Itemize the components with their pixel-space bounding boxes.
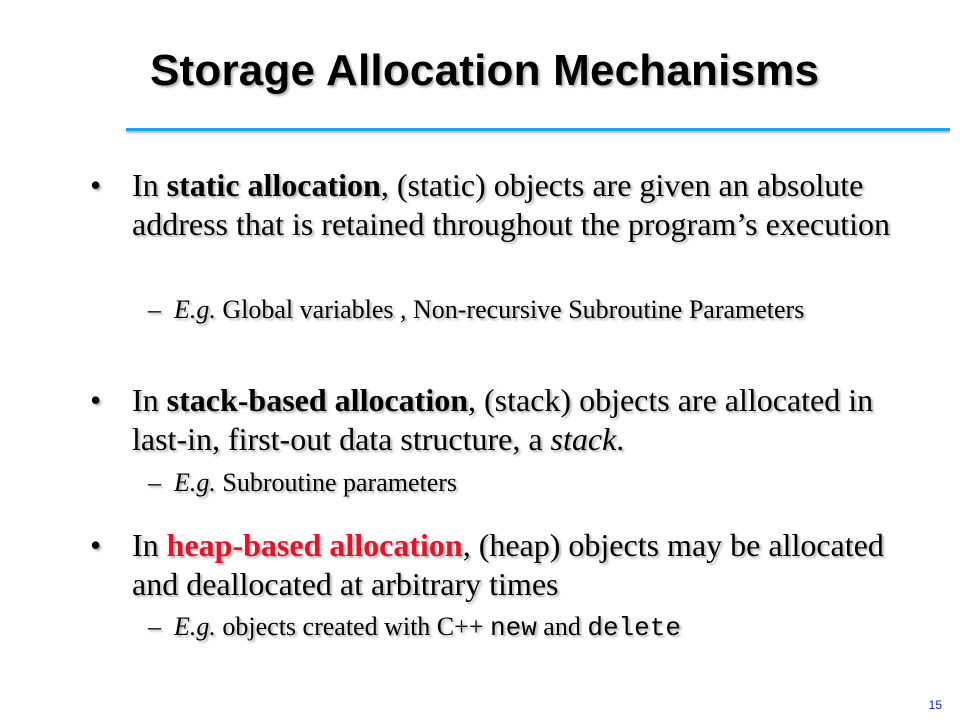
sub-dash: –	[148, 468, 161, 497]
sub-body: objects created with C++	[215, 612, 490, 641]
slide-title: Storage Allocation Mechanisms	[150, 46, 820, 95]
sub-dash: –	[148, 295, 161, 324]
sub-body: Subroutine parameters	[215, 468, 458, 497]
bullet-rest: , (stack) objects are allocated in last-in, first-out data structure, a	[132, 382, 874, 457]
title-underline	[126, 128, 950, 131]
page-number: 15	[928, 698, 942, 712]
sub-body: Global variables , Non-recursive Subroutine Parameters	[215, 295, 805, 324]
sub-text	[174, 296, 854, 324]
bullet-term-highlight: heap-based allocation	[166, 527, 463, 563]
bullet-dot: •	[90, 167, 102, 203]
bullet-rest-end: .	[616, 421, 625, 457]
bullet-text	[132, 381, 892, 459]
bullet-rest: , (heap) objects may be allocated and deallocated at arbitrary times	[132, 527, 884, 602]
bullet-dot: •	[90, 382, 102, 418]
bullet-prefix: In	[132, 167, 167, 203]
code-new: new	[489, 613, 537, 643]
bullet-text	[132, 166, 892, 244]
bullet-prefix: In	[132, 527, 167, 563]
sub-eg: E.g.	[174, 468, 216, 497]
bullet-term: static allocation	[166, 167, 381, 203]
bullet-prefix: In	[132, 382, 167, 418]
sub-eg: E.g.	[174, 612, 216, 641]
bullet-term: stack-based allocation	[166, 382, 468, 418]
sub-dash: –	[148, 612, 161, 641]
bullet-dot: •	[90, 527, 102, 563]
sub-eg: E.g.	[174, 295, 216, 324]
bullet-rest: , (static) objects are given an absolute address that is retained throughout the program’s execution	[132, 167, 891, 242]
code-delete: delete	[587, 613, 681, 643]
sub-text	[174, 469, 854, 497]
sub-text	[174, 613, 854, 642]
bullet-text	[132, 526, 892, 604]
bullet-emphasis: stack	[550, 421, 617, 457]
sub-body-and: and	[536, 612, 588, 641]
